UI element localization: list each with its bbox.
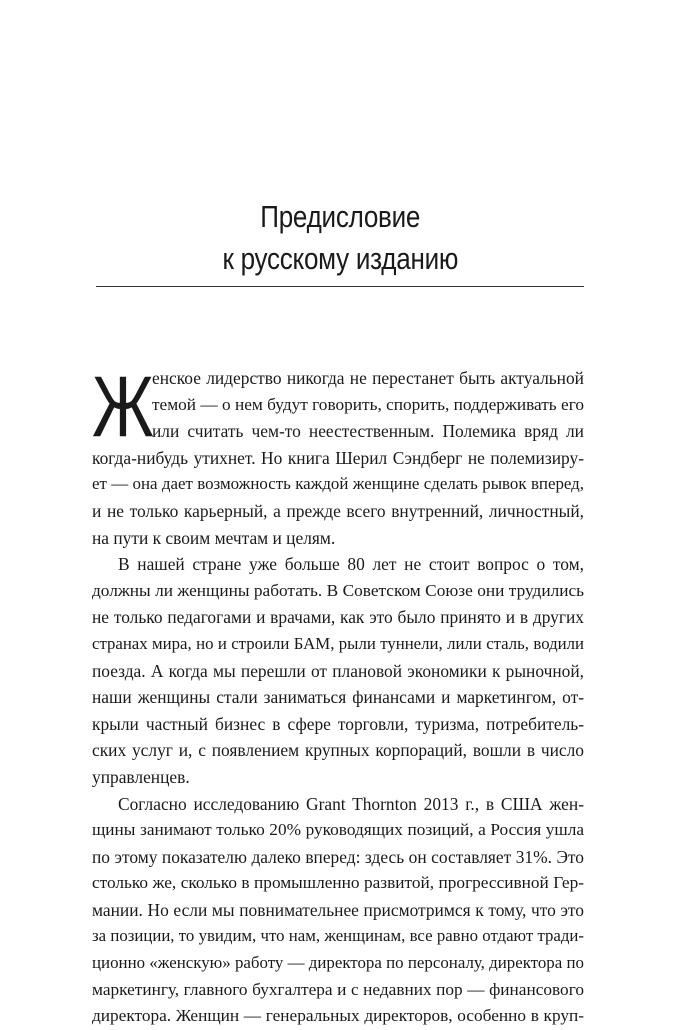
text-line: на пути к своим мечтам и целям.: [92, 527, 336, 548]
text-line: или считать чем-то неестественным. Полемика вряд ли: [152, 421, 584, 442]
text-line: ционно «женскую» работу — директора по персоналу, директора по: [92, 953, 584, 973]
chapter-title-line-1: Предисловие: [260, 199, 420, 234]
text-line: когда-нибудь утихнет. Но книга Шерил Сэндберг не полемизиру-: [92, 447, 584, 468]
chapter-title: [96, 196, 584, 280]
text-line: не только педагогами и врачами, как это было принято и в других: [92, 607, 584, 628]
chapter-title-line-2: к русскому изданию: [222, 241, 458, 276]
text-line: столько же, сколько в промышленно развитой, прогрессивной Гер-: [92, 873, 584, 893]
text-line: В нашей стране уже больше 80 лет не стоит вопрос о том,: [118, 554, 584, 575]
text-line: Согласно исследованию Grant Thornton 2013 г., в США жен-: [118, 793, 584, 814]
title-divider-rule: [96, 286, 584, 287]
text-line: по этому показателю далеко вперед: здесь он составляет 31%. Это: [92, 846, 584, 867]
text-line: поезда. А когда мы перешли от плановой экономики к рыночной,: [92, 660, 584, 681]
text-line: темой — о нем будут говорить, спорить, поддерживать его: [152, 394, 584, 414]
text-line: мании. Но если мы повнимательнее присмотримся к тому, что это: [92, 899, 584, 920]
text-line: должны ли женщины работать. В Советском Союзе они трудились: [92, 580, 584, 600]
text-line: крыли частный бизнес в сфере торговли, туризма, потребитель-: [92, 713, 584, 734]
drop-cap: Ж: [92, 359, 154, 455]
text-line: щины занимают только 20% руководящих позиций, а Россия ушла: [92, 820, 584, 840]
text-line: странах мира, но и строили БАМ, рыли туннели, лили сталь, водили: [92, 633, 584, 653]
text-line: наши женщины стали заниматься финансами и маркетингом, от-: [92, 687, 584, 708]
text-line: ских услуг и, с появлением крупных корпораций, вошли в число: [92, 740, 584, 761]
text-line: енское лидерство никогда не перестанет быть актуальной: [152, 368, 584, 388]
text-line: маркетингу, главного бухгалтера и с недавних пор — финансового: [92, 979, 584, 999]
text-line: и не только карьерный, а прежде всего внутренний, личностный,: [92, 500, 584, 521]
text-line: ет — она дает возможность каждой женщине сделать рывок вперед,: [92, 474, 584, 494]
text-line: директора. Женщин — генеральных директоров, особенно в круп-: [92, 1006, 584, 1026]
text-line: управленцев.: [92, 766, 190, 787]
text-line: за позиции, то увидим, что нам, женщинам, все равно отдают тради-: [92, 926, 584, 946]
body-text: [92, 359, 584, 1030]
